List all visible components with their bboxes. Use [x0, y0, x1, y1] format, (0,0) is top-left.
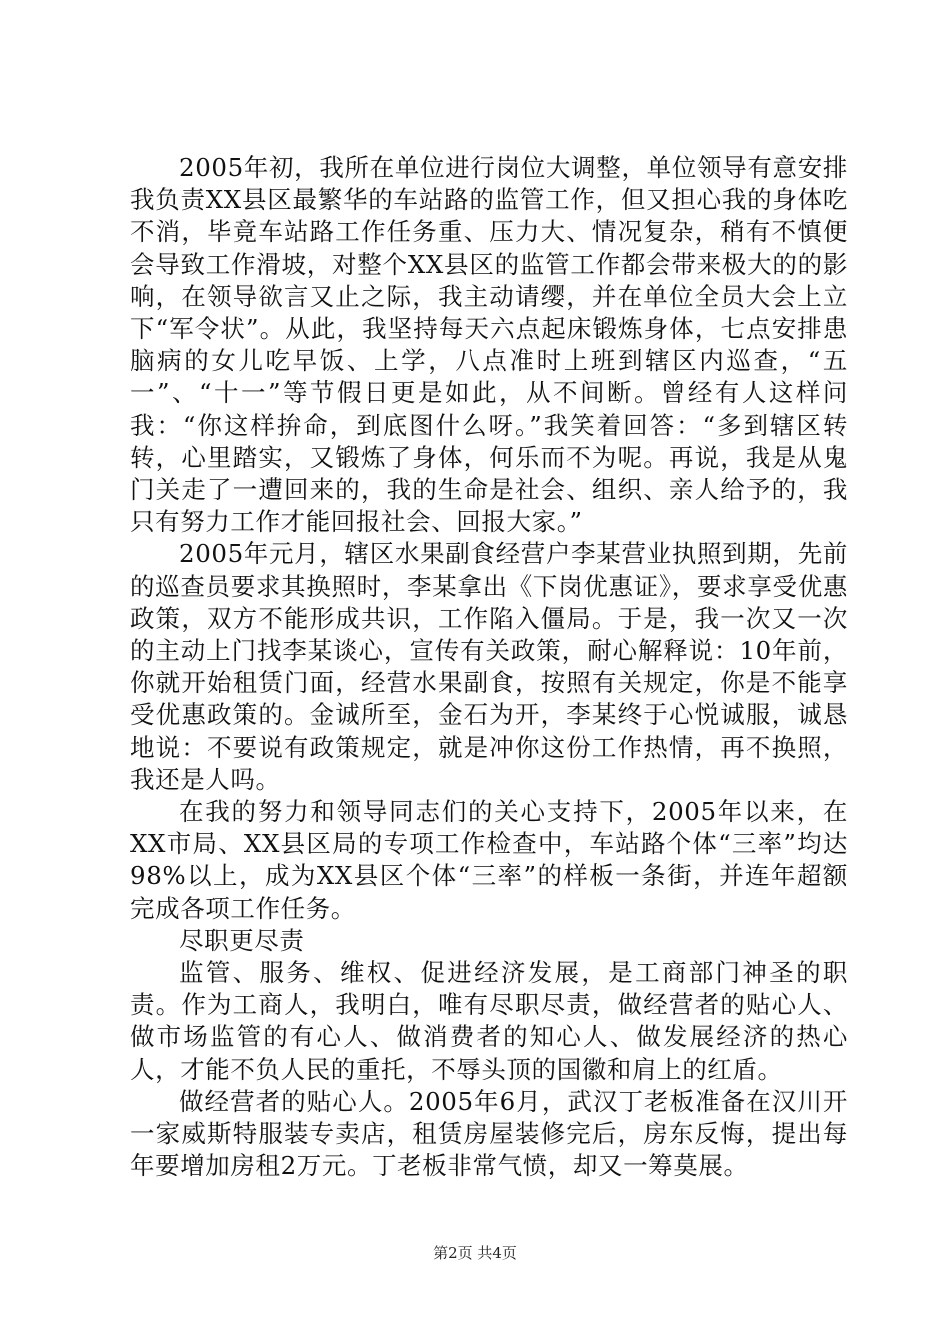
page-footer: 第2页 共4页: [433, 1244, 517, 1262]
document-body: [130, 152, 848, 1183]
paragraph-2: 2005年元月，辖区水果副食经营户李某营业执照到期，先前的巡查员要求其换照时，李某拿出《下岗优惠证》，要求享受优惠政策，双方不能形成共识，工作陷入僵局。于是，我一次又一次的主动上门找李某谈心，宣传有关政策，耐心解释说：10年前，你就开始租赁门面，经营水果副食，按照有关规定，你是不能享受优惠政策的。金诚所至，金石为开，李某终于心悦诚服，诚恳地说：不要说有政策规定，就是冲你这份工作热情，再不换照，我还是人吗。: [130, 539, 848, 794]
section-heading: 尽职更尽责: [179, 925, 305, 955]
paragraph-1: 2005年初，我所在单位进行岗位大调整，单位领导有意安排我负责XX县区最繁华的车站路的监管工作，但又担心我的身体吃不消，毕竟车站路工作任务重、压力大、情况复杂，稍有不慎便会导致工作滑坡，对整个XX县区的监管工作都会带来极大的的影响，在领导欲言又止之际，我主动请缨，并在单位全员大会上立下“军令状”。从此，我坚持每天六点起床锻炼身体，七点安排患脑病的女儿吃早饭、上学，八点准时上班到辖区内巡查，“五一”、“十一”等节假日更是如此，从不间断。曾经有人这样问我：“你这样拚命，到底图什么呀。”我笑着回答：“多到辖区转转，心里踏实，又锻炼了身体，何乐而不为呢。再说，我是从鬼门关走了一遭回来的，我的生命是社会、组织、亲人给予的，我只有努力工作才能回报社会、回报大家。”: [130, 153, 848, 537]
paragraph-3: 在我的努力和领导同志们的关心支持下，2005年以来，在XX市局、XX县区局的专项工作检查中，车站路个体“三率”均达98%以上，成为XX县区个体“三率”的样板一条街，并连年超额完成各项工作任务。: [130, 797, 848, 923]
paragraph-4: 监管、服务、维权、促进经济发展，是工商部门神圣的职责。作为工商人，我明白，唯有尽职尽责，做经营者的贴心人、做市场监管的有心人、做消费者的知心人、做发展经济的热心人，才能不负人民的重托，不辱头顶的国徽和肩上的红盾。: [130, 958, 848, 1084]
paragraph-5: 做经营者的贴心人。2005年6月，武汉丁老板准备在汉川开一家威斯特服装专卖店，租赁房屋装修完后，房东反悔，提出每年要增加房租2万元。丁老板非常气愤，却又一筹莫展。: [130, 1086, 848, 1181]
